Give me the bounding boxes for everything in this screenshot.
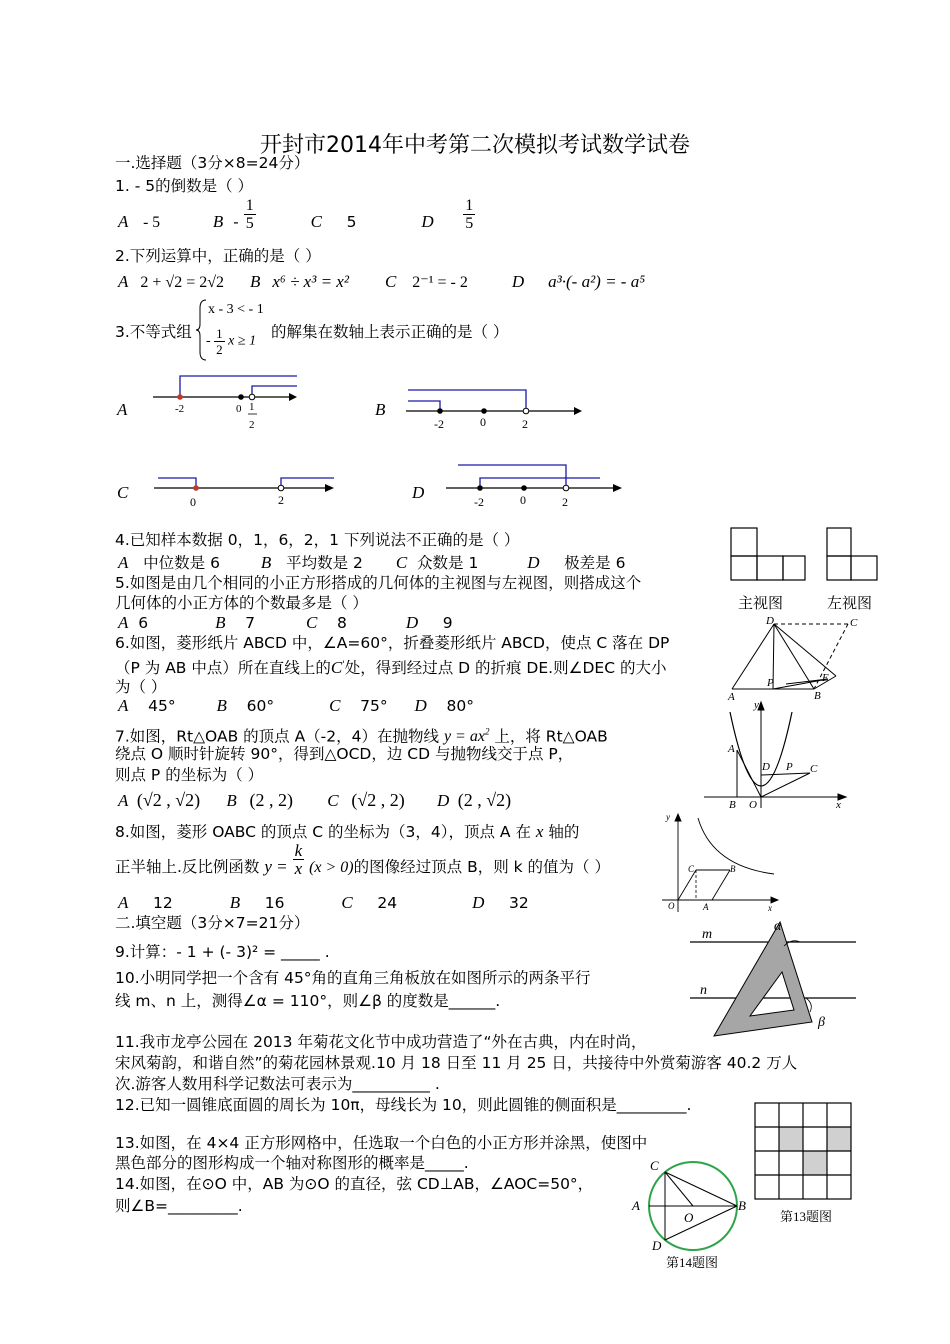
axis-label: x (768, 903, 772, 913)
tick-label: 0 (520, 493, 526, 507)
q7-parabola-figure (700, 700, 850, 812)
q9-text: 9.计算：- 1 + (- 3)² = _____ . (115, 943, 330, 961)
q3-option-b-label: B (375, 400, 386, 419)
q10-line2: 线 m、n 上，测得∠α = 110°，则∠β 的度数是______. (115, 992, 501, 1010)
tick-label: 2 (562, 495, 568, 509)
tick-label: -2 (175, 403, 185, 415)
q3-numberline-d (442, 460, 632, 512)
q6-options: A 45° B 60° C 75° D 80° (118, 696, 475, 715)
axis-label: y (754, 700, 759, 711)
tick-label: 2 (522, 417, 528, 431)
q12-text: 12.已知一圆锥底面圆的周长为 10π，母线长为 10，则此圆锥的侧面积是_________. (115, 1096, 692, 1114)
q10-triangle-figure (688, 916, 858, 1046)
point-label: D (762, 761, 770, 773)
q5-line2: 几何体的小正方体的个数最多是（ ） (115, 594, 368, 612)
point-label: O (749, 799, 757, 811)
axis-label: y (666, 812, 670, 822)
q8-line1: 8.如图，菱形 OABC 的顶点 C 的坐标为（3，4），顶点 A 在 x 轴的 (115, 822, 580, 841)
point-label: A (728, 691, 735, 703)
tick-label: -2 (434, 417, 444, 431)
q14-line2: 则∠B=_________. (115, 1197, 243, 1215)
point-label: B (814, 690, 821, 702)
left-view-caption: 左视图 (827, 594, 873, 612)
angle-label-alpha: α (774, 919, 782, 934)
q5-views-figure (728, 525, 884, 587)
point-label: D (766, 615, 774, 627)
point-label: A (728, 743, 735, 755)
q3-option-c-label: C (117, 483, 129, 502)
q7-line1: 7.如图，Rt△OAB 的顶点 A（-2，4）在抛物线 $y = ax^2$ 上，将 Rt△OAB (115, 727, 608, 746)
q3-option-d-label: D (412, 483, 425, 502)
q14-line1: 14.如图，在⊙O 中，AB 为⊙O 的直径，弦 CD⊥AB，∠AOC=50°， (115, 1175, 594, 1193)
q13-grid-figure (754, 1102, 854, 1202)
q6-line2: （P 为 AB 中点）所在直线上的C'处，得到经过点 D 的折痕 DE.则∠DEC 的大小 (115, 658, 667, 678)
q7-options: A (√2 , √2) B (2 , 2) C (√2 , 2) D (2 , √2) (118, 790, 512, 810)
q11-line3: 次.游客人数用科学记数法可表示为__________ . (115, 1075, 440, 1093)
q3-numberline-b (402, 382, 592, 434)
q11-line1: 11.我市龙亭公园在 2013 年菊花文化节中成功营造了“外在古典，内在时尚， (115, 1033, 647, 1051)
section-heading-fill: 二.填空题（3分×7=21分） (115, 914, 310, 932)
q2-options: A 2 + √2 = 2√2 B x⁶ ÷ x³ = x² C 2⁻¹ = - 2 D a³·(- a²) = - a⁵ (118, 272, 646, 291)
q1-stem: 1. - 5的倒数是（ ） (115, 177, 254, 195)
tick-label: 0 (480, 415, 486, 429)
point-label: B (738, 1198, 746, 1213)
point-label: B (729, 799, 736, 811)
q11-line2: 宋风菊韵，和谐自然”的菊花园林景观.10 月 18 日至 11 月 25 日，共接待中外赏菊游客 40.2 万人 (115, 1054, 798, 1072)
point-label: O (668, 901, 675, 911)
q3-numberline-a (145, 368, 305, 434)
point-label: E (822, 672, 829, 684)
tick-label: 0 (236, 403, 242, 415)
tick-label: 0 (190, 495, 196, 509)
q3-option-a-label: A (117, 400, 128, 419)
q7-line3: 则点 P 的坐标为（ ） (115, 766, 264, 784)
front-view-caption: 主视图 (738, 594, 784, 612)
tick-label: -2 (474, 495, 484, 509)
line-label-n: n (700, 983, 707, 998)
q8-rhombus-figure (650, 808, 780, 916)
point-label: B (730, 864, 736, 874)
q5-line1: 5.如图是由几个相同的小正方形搭成的几何体的主视图与左视图，则搭成这个 (115, 574, 642, 592)
point-label: O (684, 1210, 694, 1225)
point-label: D (652, 1238, 662, 1253)
tick-label: 2 (278, 493, 284, 507)
q5-options: A 6 B 7 C 8 D 9 (118, 613, 453, 632)
q3-inequality-2: - $\frac{1}{2}$ x ≥ 1 (206, 326, 257, 357)
point-label: C (810, 763, 818, 775)
point-label: P (767, 677, 774, 689)
tick-label: 1 (249, 401, 255, 413)
point-label: C (688, 864, 695, 874)
point-label: C (850, 617, 858, 629)
q6-line3: 为（ ） (115, 678, 167, 696)
q8-line2: 正半轴上.反比例函数 y = $\frac{k}{x}$ (x > 0)的图像经过顶点 B，则 k 的值为（ ） (115, 841, 610, 878)
q4-options: A 中位数是 6 B 平均数是 2 C 众数是 1 D 极差是 6 (118, 553, 626, 572)
q10-line1: 10.小明同学把一个含有 45°角的直角三角板放在如图所示的两条平行 (115, 969, 591, 987)
section-heading-choice: 一.选择题（3分×8=24分） (115, 154, 310, 172)
q2-stem: 2.下列运算中，正确的是（ ） (115, 247, 321, 265)
point-label: P (786, 761, 793, 773)
q3-numberline-c (150, 468, 340, 512)
q13-line2: 黑色部分的图形构成一个轴对称图形的概率是_____. (115, 1154, 469, 1172)
line-label-m: m (702, 927, 713, 942)
q8-options: A 12 B 16 C 24 D 32 (118, 893, 529, 912)
q4-stem: 4.已知样本数据 0，1，6，2，1 下列说法不正确的是（ ） (115, 531, 520, 549)
q7-line2: 绕点 O 顺时针旋转 90°，得到△OCD，边 CD 与抛物线交于点 P， (115, 745, 574, 763)
point-label: A (703, 902, 709, 912)
q3-inequality-1: x - 3 < - 1 (208, 302, 264, 317)
q3-stem-pre: 3.不等式组 (115, 323, 192, 341)
q1-options: A - 5 B - $\frac{1}{5}$ C 5 D $\frac{1}{5}$ (118, 197, 474, 232)
q14-circle-figure (628, 1156, 752, 1256)
q3-stem-post: 的解集在数轴上表示正确的是（ ） (271, 323, 509, 341)
axis-label: x (836, 799, 841, 811)
angle-label-beta: β (818, 1015, 825, 1030)
q6-rhombus-figure (726, 612, 868, 704)
q14-caption: 第14题图 (666, 1255, 719, 1270)
tick-label: 2 (249, 419, 255, 431)
point-label: C (650, 1158, 659, 1173)
q13-caption: 第13题图 (780, 1209, 833, 1224)
q13-line1: 13.如图，在 4×4 正方形网格中，任选取一个白色的小正方形并涂黑，使图中 (115, 1134, 648, 1152)
point-label: A (632, 1198, 640, 1213)
q6-line1: 6.如图，菱形纸片 ABCD 中，∠A=60°，折叠菱形纸片 ABCD，使点 C 落在 DP (115, 634, 670, 652)
page-title: 开封市2014年中考第二次模拟考试数学试卷 (260, 133, 690, 158)
